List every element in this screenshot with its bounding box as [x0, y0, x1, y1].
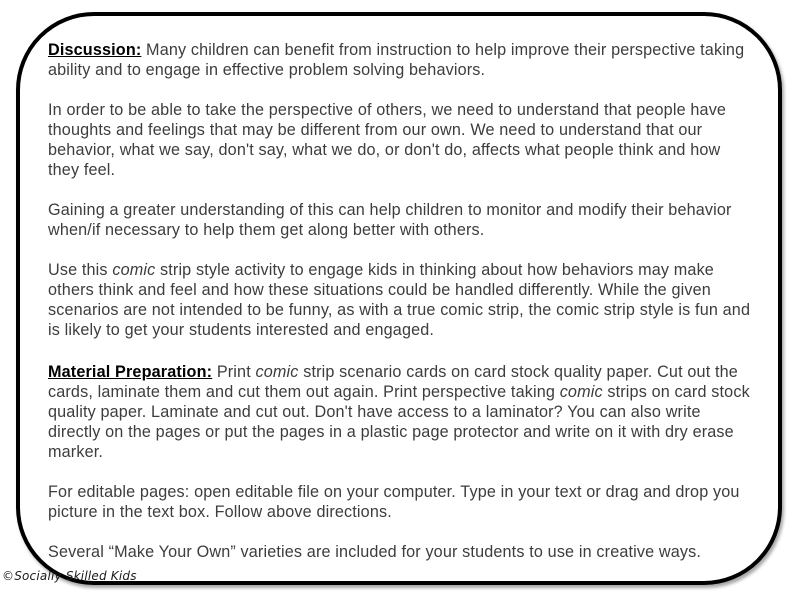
paragraph-understanding [48, 200, 752, 240]
make-your-own-text: Several “Make Your Own” varieties are included for your students to use in creative ways. [48, 543, 702, 561]
copyright-credit: ©Socially Skilled Kids [2, 569, 137, 583]
activity-text-lead: Use this [48, 261, 113, 279]
editable-pages-text: For editable pages: open editable file on your computer. Type in your text or drag and drop you picture in the text box. Follow above directions. [48, 483, 740, 521]
paragraph-editable-pages [48, 482, 752, 522]
understanding-text: Gaining a greater understanding of this can help children to monitor and modify their behavior when/if necessary to help them get along better with others. [48, 201, 732, 239]
paragraph-material-preparation [48, 362, 752, 462]
material-comic-italic-2: comic [559, 383, 603, 401]
activity-comic-italic: comic [112, 261, 156, 279]
paragraph-perspective [48, 100, 752, 180]
discussion-heading: Discussion: [48, 41, 142, 59]
discussion-text: Many children can benefit from instruction to help improve their perspective taking ability and to engage in effective problem solving behaviors. [48, 41, 745, 79]
paragraph-activity [48, 260, 752, 340]
material-text-3: strips on card stock quality paper. Laminate and cut out. Don't have access to a laminator? You can also write directly on the pages or put the pages in a plastic page protector and write on it with dry erase marker. [48, 383, 750, 461]
activity-text-rest: strip style activity to engage kids in thinking about how behaviors may make others think and feel and how these situations could be handled differently. While the given scenarios are not intended to be funny, as with a true comic strip, the comic strip style is fun and is likely to get your students interested and engaged. [48, 261, 751, 339]
perspective-text: In order to be able to take the perspective of others, we need to understand that people have thoughts and feelings that may be different from our own. We need to understand that our behavior, what we say, don't say, what we do, or don't do, affects what people think and how they feel. [48, 101, 727, 179]
material-text-2: strip scenario cards on card stock quality paper. Cut out the cards, laminate them and cut them out again. Print perspective taking [48, 363, 738, 401]
paragraph-make-your-own [48, 542, 752, 562]
material-preparation-heading: Material Preparation: [48, 363, 213, 381]
material-text-1: Print [212, 363, 256, 381]
paragraph-discussion [48, 40, 752, 80]
material-comic-italic-1: comic [255, 363, 299, 381]
instructions-card [16, 12, 782, 585]
